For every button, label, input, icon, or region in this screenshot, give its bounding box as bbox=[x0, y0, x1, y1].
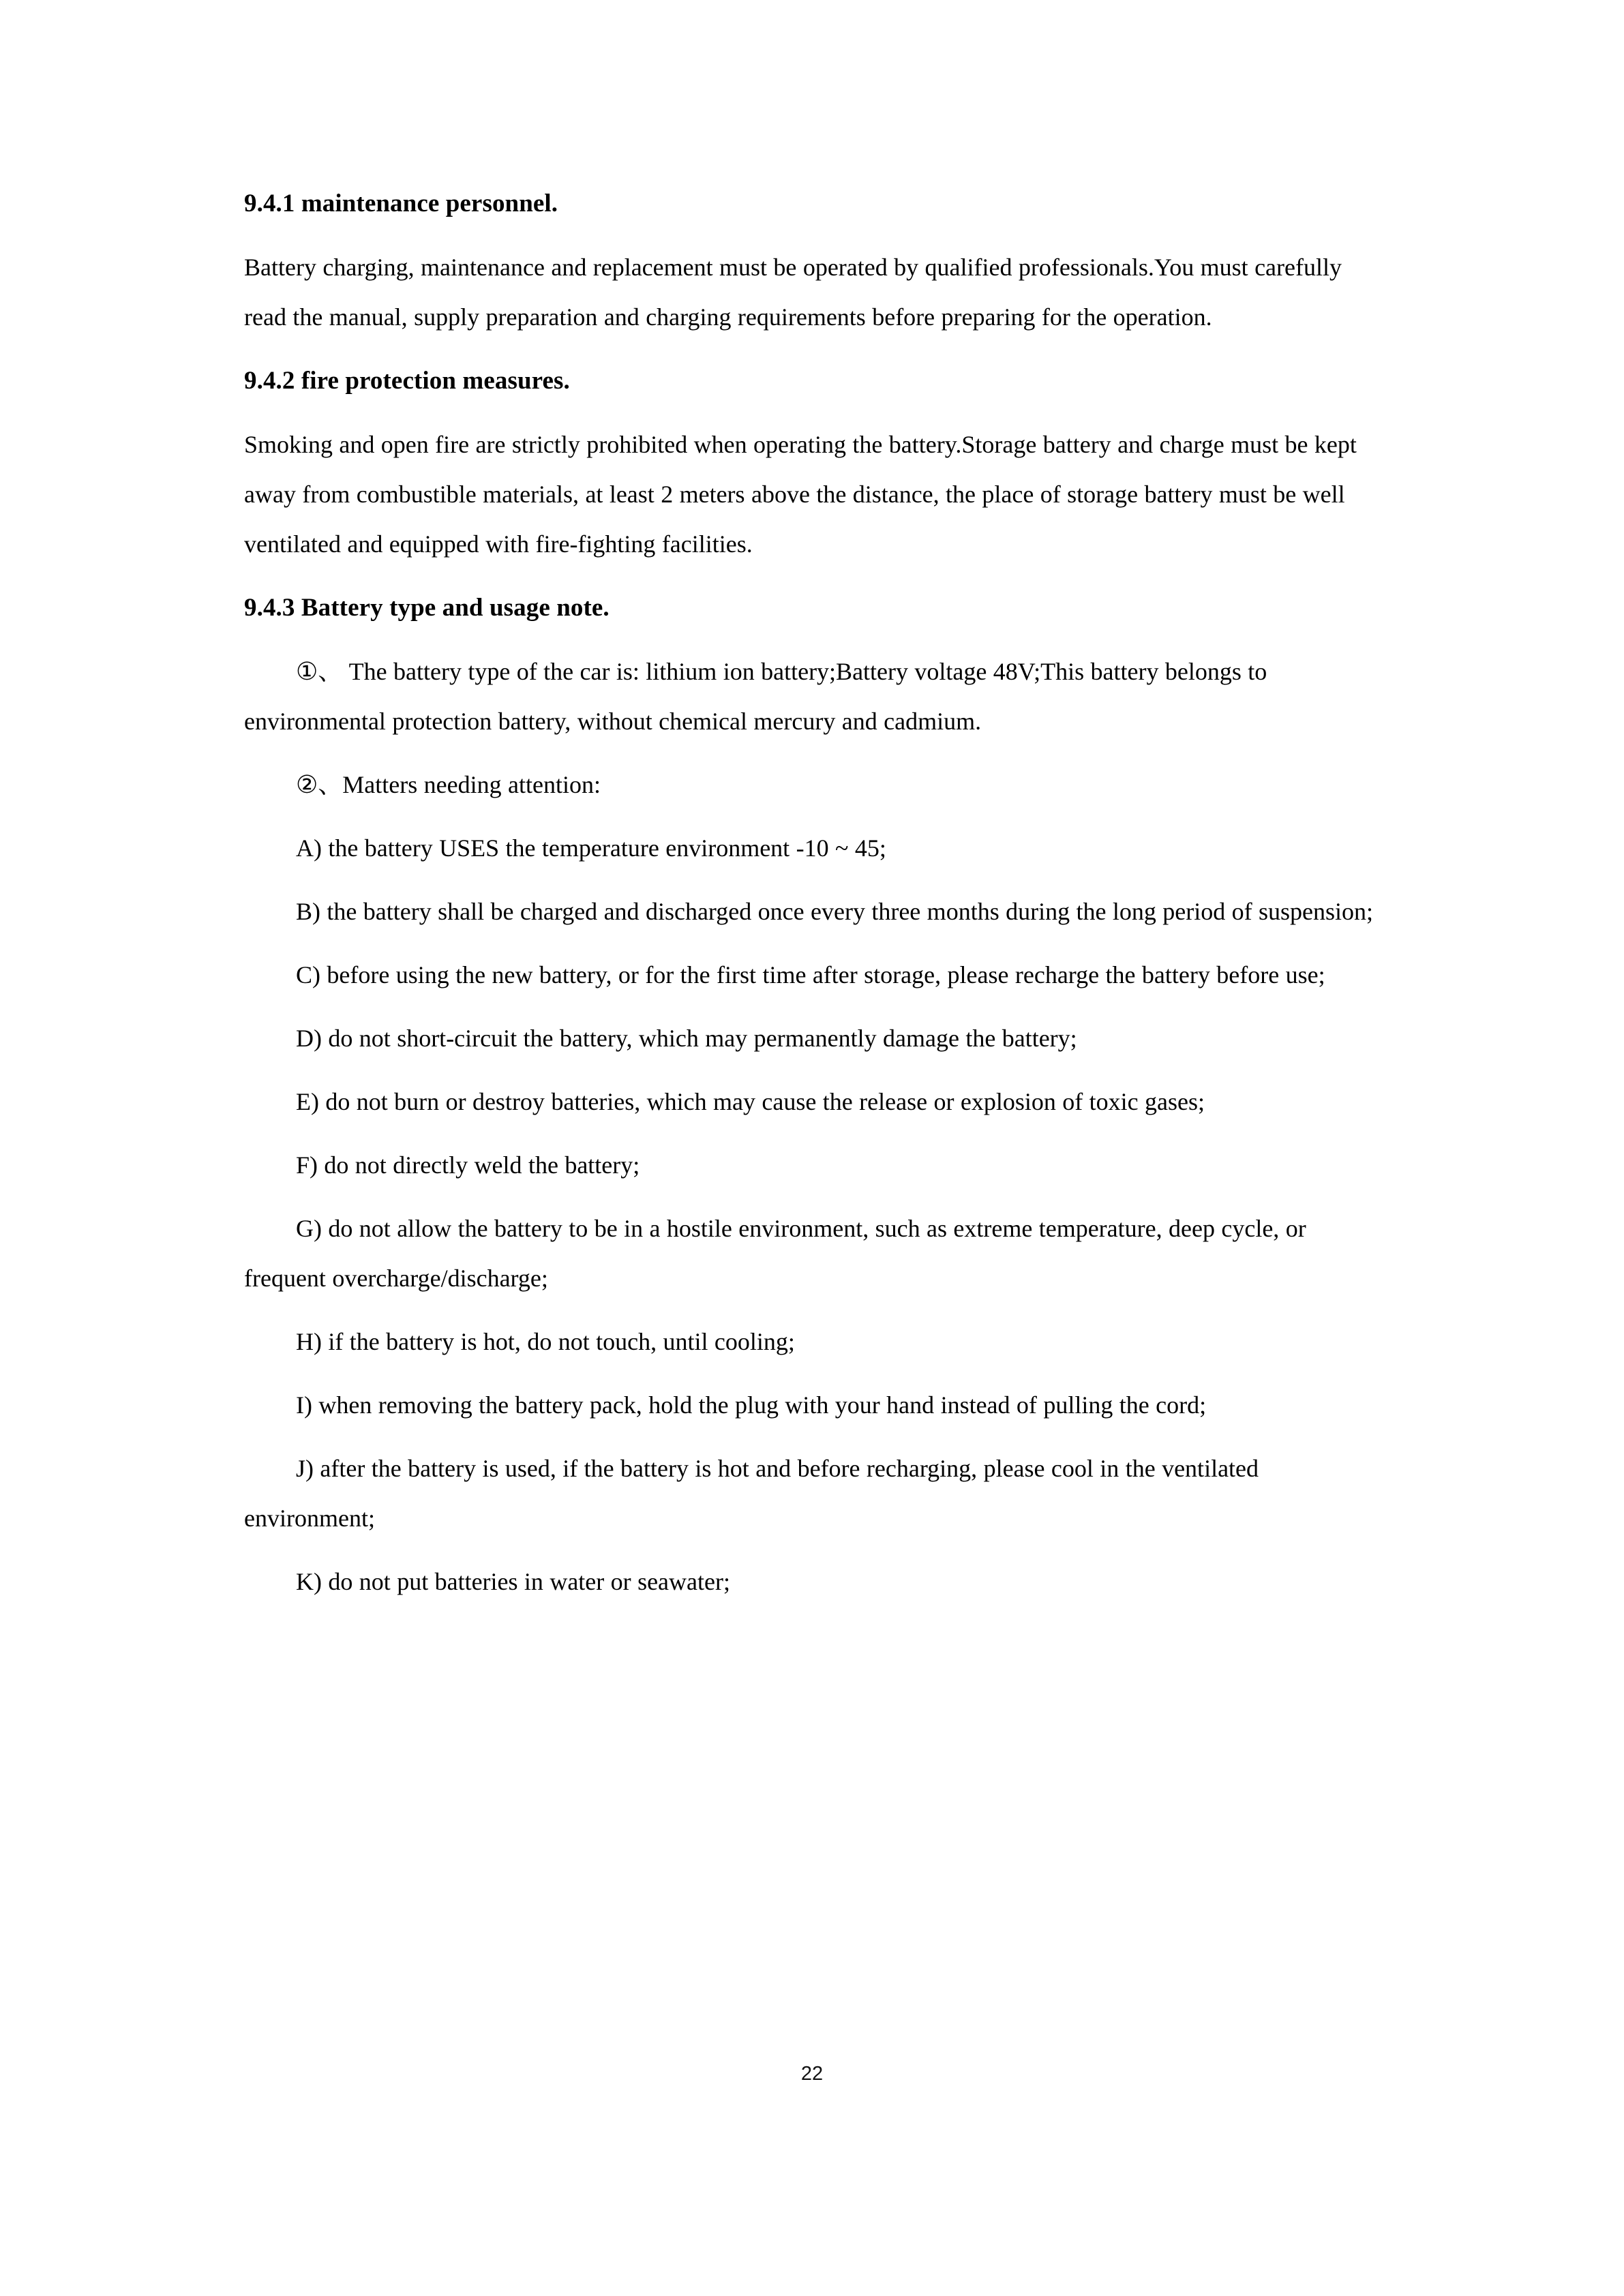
section-paragraph-9-4-1: Battery charging, maintenance and replacement must be operated by qualified professionals.You must carefully read the manual, supply preparation and charging requirements before preparing for the operation. bbox=[244, 254, 1342, 331]
list-item-a: A) the battery USES the temperature environment -10 ~ 45; bbox=[296, 834, 886, 862]
list-item-e: E) do not burn or destroy batteries, which may cause the release or explosion of toxic gases; bbox=[296, 1088, 1205, 1115]
section-heading-9-4-3: 9.4.3 Battery type and usage note. bbox=[244, 594, 610, 622]
list-item-g: G) do not allow the battery to be in a hostile environment, such as extreme temperature, deep cycle, or frequent overcharge/discharge; bbox=[244, 1215, 1306, 1292]
list-item-circled-1: ①、 The battery type of the car is: lithium ion battery;Battery voltage 48V;This battery belongs to environmental protection battery, without chemical mercury and cadmium. bbox=[244, 658, 1267, 735]
list-item-circled-2: ②、Matters needing attention: bbox=[296, 771, 601, 798]
section-paragraph-9-4-2: Smoking and open fire are strictly prohibited when operating the battery.Storage battery and charge must be kept away from combustible materials, at least 2 meters above the distance, the place of storage battery must be well ventilated and equipped with fire-fighting facilities. bbox=[244, 431, 1357, 558]
document-body bbox=[244, 179, 1380, 1607]
list-item-j: J) after the battery is used, if the battery is hot and before recharging, please cool in the ventilated environment; bbox=[244, 1455, 1259, 1532]
list-item-b: B) the battery shall be charged and discharged once every three months during the long period of suspension; bbox=[296, 898, 1374, 925]
list-item-d: D) do not short-circuit the battery, which may permanently damage the battery; bbox=[296, 1025, 1077, 1052]
list-item-h: H) if the battery is hot, do not touch, until cooling; bbox=[296, 1328, 795, 1355]
page-number: 22 bbox=[800, 2063, 824, 2085]
list-item-c: C) before using the new battery, or for the first time after storage, please recharge the battery before use; bbox=[296, 961, 1325, 988]
section-heading-9-4-2: 9.4.2 fire protection measures. bbox=[244, 367, 570, 395]
list-item-f: F) do not directly weld the battery; bbox=[296, 1151, 640, 1179]
list-item-i: I) when removing the battery pack, hold the plug with your hand instead of pulling the cord; bbox=[296, 1391, 1207, 1419]
list-item-k: K) do not put batteries in water or seawater; bbox=[296, 1568, 730, 1595]
section-heading-9-4-1: 9.4.1 maintenance personnel. bbox=[244, 190, 558, 217]
